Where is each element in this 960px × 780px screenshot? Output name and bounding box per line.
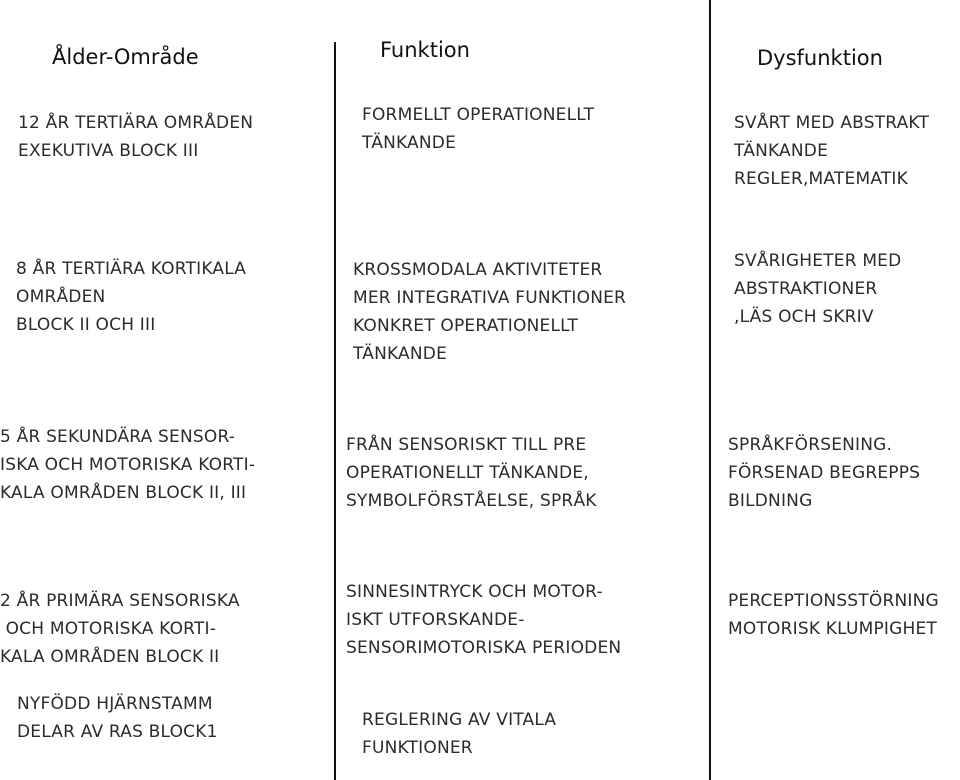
cell-line: TÄNKANDE bbox=[734, 141, 829, 161]
cell-line: ISKA OCH MOTORISKA KORTI- bbox=[0, 455, 256, 475]
cell-age-5-years bbox=[0, 423, 255, 507]
cell-age-newborn bbox=[17, 690, 218, 746]
cell-line: 8 ÅR TERTIÄRA KORTIKALA bbox=[16, 259, 247, 279]
cell-dysfunction-8-years bbox=[734, 247, 901, 331]
cell-age-8-years bbox=[16, 255, 246, 339]
cell-function-12-years bbox=[362, 101, 594, 157]
cell-line: TÄNKANDE bbox=[353, 344, 448, 364]
cell-line: SVÅRT MED ABSTRAKT bbox=[734, 113, 930, 133]
cell-dysfunction-2-years bbox=[728, 587, 939, 643]
header-function: Funktion bbox=[380, 38, 470, 62]
header-age-area: Ålder-Område bbox=[52, 45, 199, 69]
cell-line: OPERATIONELLT TÄNKANDE, bbox=[346, 463, 589, 483]
cell-line: KROSSMODALA AKTIVITETER bbox=[353, 260, 603, 280]
cell-function-5-years bbox=[346, 431, 597, 515]
cell-line: SYMBOLFÖRSTÅELSE, SPRÅK bbox=[346, 491, 597, 511]
cell-line: FÖRSENAD BEGREPPS bbox=[728, 463, 921, 483]
cell-line: TÄNKANDE bbox=[362, 133, 457, 153]
cell-line: SVÅRIGHETER MED bbox=[734, 251, 902, 271]
cell-function-2-years bbox=[346, 578, 621, 662]
cell-line: 12 ÅR TERTIÄRA OMRÅDEN bbox=[18, 113, 254, 133]
cell-line: MOTORISK KLUMPIGHET bbox=[728, 619, 938, 639]
cell-line: FUNKTIONER bbox=[362, 738, 473, 758]
cell-line: FRÅN SENSORISKT TILL PRE bbox=[346, 435, 587, 455]
cell-line: REGLERING AV VITALA bbox=[362, 710, 557, 730]
cell-line: PERCEPTIONSSTÖRNING bbox=[728, 591, 939, 611]
cell-line: MER INTEGRATIVA FUNKTIONER bbox=[353, 288, 627, 308]
column-divider-right bbox=[709, 0, 711, 780]
cell-function-newborn bbox=[362, 706, 556, 762]
cell-line: FORMELLT OPERATIONELLT bbox=[362, 105, 595, 125]
cell-line: NYFÖDD HJÄRNSTAMM bbox=[17, 694, 213, 714]
cell-dysfunction-5-years bbox=[728, 431, 920, 515]
cell-dysfunction-12-years bbox=[734, 109, 929, 193]
cell-line: EXEKUTIVA BLOCK III bbox=[18, 141, 199, 161]
cell-line: KONKRET OPERATIONELLT bbox=[353, 316, 579, 336]
cell-age-2-years bbox=[0, 587, 240, 671]
cell-line: SENSORIMOTORISKA PERIODEN bbox=[346, 638, 622, 658]
cell-line: 5 ÅR SEKUNDÄRA SENSOR- bbox=[0, 427, 236, 447]
column-divider-left bbox=[334, 42, 336, 780]
cell-line: ISKT UTFORSKANDE- bbox=[346, 610, 525, 630]
header-dysfunction: Dysfunktion bbox=[757, 46, 883, 70]
cell-line: OMRÅDEN bbox=[16, 287, 106, 307]
cell-line: 2 ÅR PRIMÄRA SENSORISKA bbox=[0, 591, 240, 611]
cell-line: BLOCK II OCH III bbox=[16, 315, 156, 335]
cell-line: OCH MOTORISKA KORTI- bbox=[0, 619, 217, 639]
cell-line: KALA OMRÅDEN BLOCK II bbox=[0, 647, 220, 667]
cell-line: DELAR AV RAS BLOCK1 bbox=[17, 722, 218, 742]
cell-age-12-years bbox=[18, 109, 253, 165]
cell-line: ABSTRAKTIONER bbox=[734, 279, 878, 299]
cell-line: ,LÄS OCH SKRIV bbox=[734, 307, 874, 327]
cell-line: KALA OMRÅDEN BLOCK II, III bbox=[0, 483, 247, 503]
cell-function-8-years bbox=[353, 256, 626, 368]
cell-line: SPRÅKFÖRSENING. bbox=[728, 435, 893, 455]
cell-line: SINNESINTRYCK OCH MOTOR- bbox=[346, 582, 603, 602]
cell-line: BILDNING bbox=[728, 491, 813, 511]
cell-line: REGLER,MATEMATIK bbox=[734, 169, 908, 189]
